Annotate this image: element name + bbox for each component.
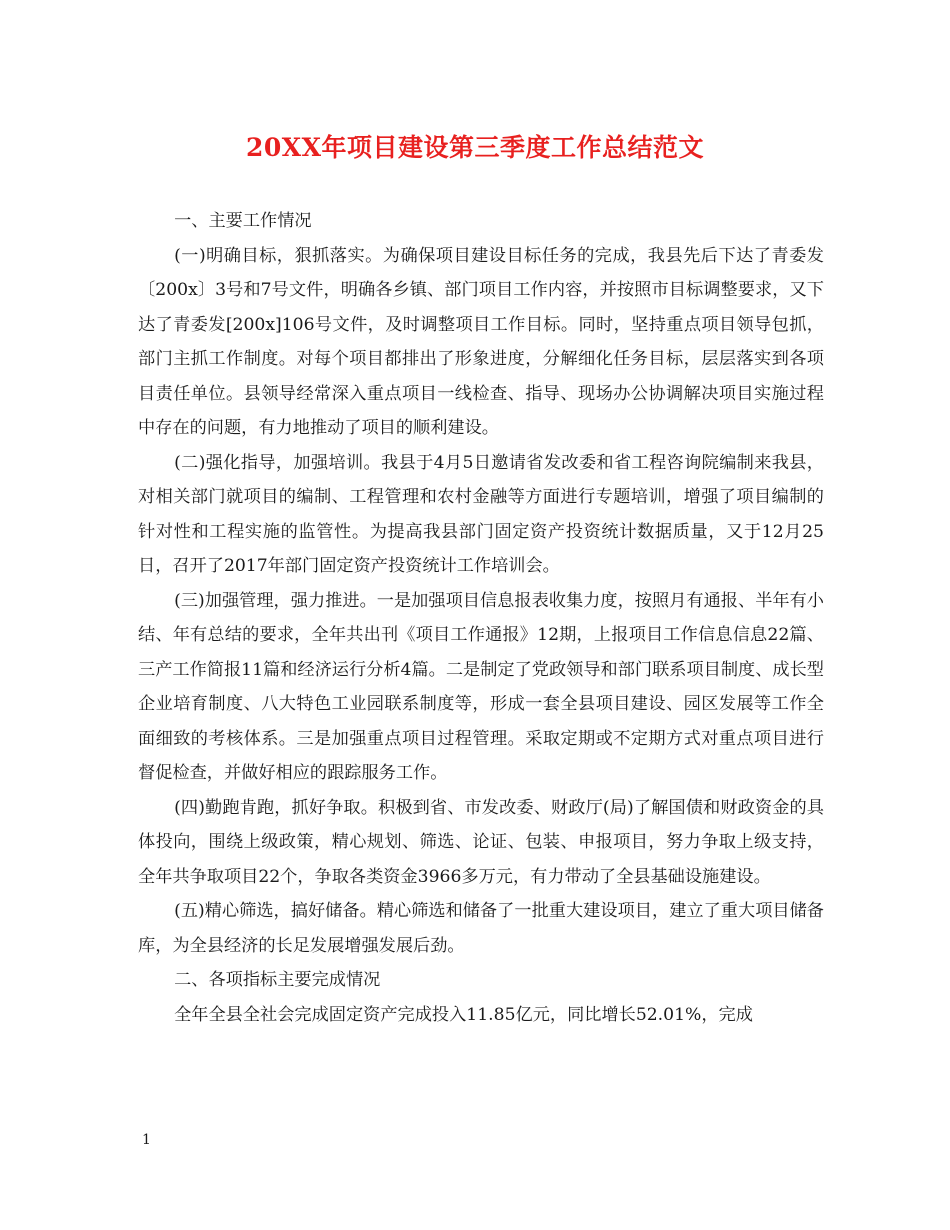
body-paragraph: (四)勤跑肯跑，抓好争取。积极到省、市发改委、财政厅(局)了解国债和财政资金的具体投向，围绕上级政策，精心规划、筛选、论证、包装、申报项目，努力争取上级支持，全年共争取项目22个，争取各类资金3966多万元，有力带动了全县基础设施建设。 bbox=[138, 797, 824, 887]
body-paragraph: (三)加强管理，强力推进。一是加强项目信息报表收集力度，按照月有通报、半年有小结、年有总结的要求，全年共出刊《项目工作通报》12期，上报项目工作信息信息22篇、三产工作简报11篇和经济运行分析4篇。二是制定了党政领导和部门联系项目制度、成长型企业培育制度、八大特色工业园联系制度等，形成一套全县项目建设、园区发展等工作全面细致的考核体系。三是加强重点项目过程管理。采取定期或不定期方式对重点项目进行督促检查，并做好相应的跟踪服务工作。 bbox=[138, 590, 824, 783]
section-heading: 二、各项指标主要完成情况 bbox=[174, 970, 381, 990]
document-title: 20XX年项目建设第三季度工作总结范文 bbox=[245, 133, 705, 162]
page-number: 1 bbox=[142, 1132, 151, 1148]
body-paragraph: (一)明确目标，狠抓落实。为确保项目建设目标任务的完成，我县先后下达了青委发〔200x〕3号和7号文件，明确各乡镇、部门项目工作内容，并按照市目标调整要求，又下达了青委发[200x]106号文件，及时调整项目工作目标。同时，坚持重点项目领导包抓，部门主抓工作制度。对每个项目都排出了形象进度，分解细化任务目标，层层落实到各项目责任单位。县领导经常深入重点项目一线检查、指导、现场办公协调解决项目实施过程中存在的问题，有力地推动了项目的顺利建设。 bbox=[138, 245, 824, 438]
body-paragraph: (五)精心筛选，搞好储备。精心筛选和储备了一批重大建设项目，建立了重大项目储备库，为全县经济的长足发展增强发展后劲。 bbox=[138, 901, 824, 956]
body-paragraph: (二)强化指导，加强培训。我县于4月5日邀请省发改委和省工程咨询院编制来我县，对相关部门就项目的编制、工程管理和农村金融等方面进行专题培训，增强了项目编制的针对性和工程实施的监管性。为提高我县部门固定资产投资统计数据质量，又于12月25日，召开了2017年部门固定资产投资统计工作培训会。 bbox=[138, 452, 824, 576]
document-body bbox=[138, 204, 824, 1032]
body-paragraph: 全年全县全社会完成固定资产完成投入11.85亿元，同比增长52.01%，完成 bbox=[174, 1004, 753, 1025]
section-heading: 一、主要工作情况 bbox=[174, 211, 312, 231]
